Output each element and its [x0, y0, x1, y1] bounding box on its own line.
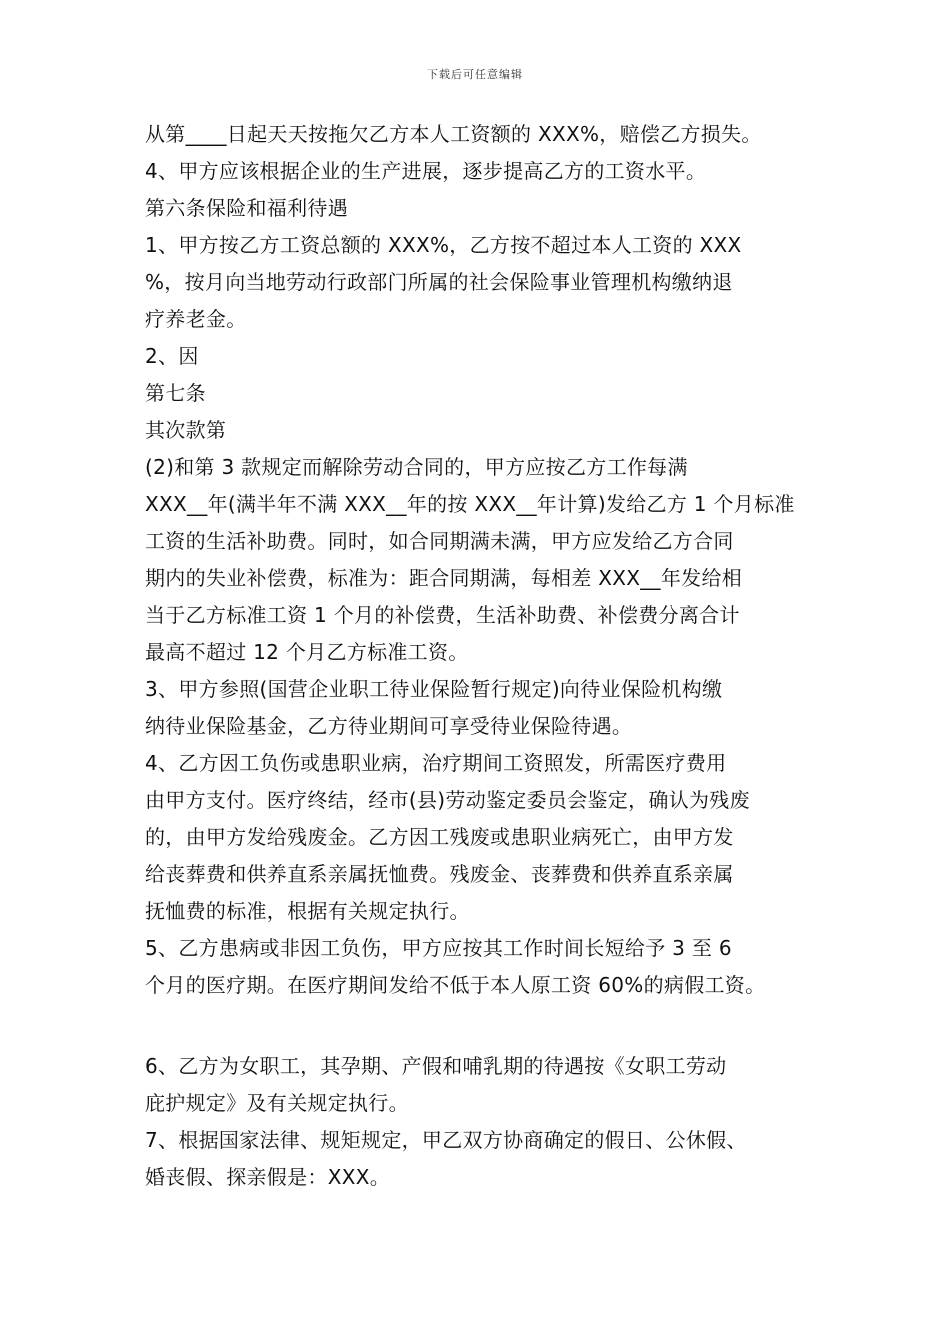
paragraph-line: 婚丧假、探亲假是：XXX。	[145, 1165, 391, 1189]
paragraph-line: 1、甲方按乙方工资总额的 XXX%，乙方按不超过本人工资的 XXX	[145, 233, 742, 257]
section-heading: 第七条	[145, 381, 206, 405]
page-header: 下载后可任意编辑	[427, 68, 523, 81]
paragraph-line: 的，由甲方发给残废金。乙方因工残废或患职业病死亡，由甲方发	[145, 825, 734, 849]
paragraph-line: 疗养老金。	[145, 307, 247, 331]
paragraph-line: 纳待业保险基金，乙方待业期间可享受待业保险待遇。	[145, 714, 633, 738]
paragraph-line: (2)和第 3 款规定而解除劳动合同的，甲方应按乙方工作每满	[145, 455, 688, 479]
paragraph-line: 2、因	[145, 344, 199, 368]
paragraph-line: 期内的失业补偿费，标准为：距合同期满，每相差 XXX__年发给相	[145, 566, 743, 590]
paragraph-line: 给丧葬费和供养直系亲属抚恤费。残废金、丧葬费和供养直系亲属	[145, 862, 734, 886]
paragraph-line: 由甲方支付。医疗终结，经市(县)劳动鉴定委员会鉴定，确认为残废	[145, 788, 750, 812]
paragraph-line: 其次款第	[145, 418, 227, 442]
paragraph-line: 6、乙方为女职工，其孕期、产假和哺乳期的待遇按《女职工劳动	[145, 1054, 727, 1078]
paragraph-line: 工资的生活补助费。同时，如合同期满未满，甲方应发给乙方合同	[145, 529, 734, 553]
document-body	[145, 116, 825, 1196]
paragraph-line: 7、根据国家法律、规矩规定，甲乙双方协商确定的假日、公休假、	[145, 1128, 747, 1152]
paragraph-line: 4、乙方因工负伤或患职业病，治疗期间工资照发，所需医疗费用	[145, 751, 727, 775]
paragraph-line: 5、乙方患病或非因工负伤，甲方应按其工作时间长短给予 3 至 6	[145, 936, 732, 960]
paragraph-gap	[145, 1004, 825, 1048]
section-heading: 第六条保险和福利待遇	[145, 196, 348, 220]
paragraph-line: 3、甲方参照(国营企业职工待业保险暂行规定)向待业保险机构缴	[145, 677, 723, 701]
paragraph-line: 4、甲方应该根据企业的生产进展，逐步提高乙方的工资水平。	[145, 159, 707, 183]
paragraph-line: 当于乙方标准工资 1 个月的补偿费，生活补助费、补偿费分离合计	[145, 603, 740, 627]
paragraph-line: XXX__年(满半年不满 XXX__年的按 XXX__年计算)发给乙方 1 个月标准	[145, 492, 795, 516]
paragraph-line: 从第____日起天天按拖欠乙方本人工资额的 XXX%，赔偿乙方损失。	[145, 122, 762, 146]
paragraph-line: 抚恤费的标准，根据有关规定执行。	[145, 899, 470, 923]
paragraph-line: 庇护规定》及有关规定执行。	[145, 1091, 409, 1115]
paragraph-line: 最高不超过 12 个月乙方标准工资。	[145, 640, 469, 664]
paragraph-line: 个月的医疗期。在医疗期间发给不低于本人原工资 60%的病假工资。	[145, 973, 766, 997]
paragraph-line: %，按月向当地劳动行政部门所属的社会保险事业管理机构缴纳退	[145, 270, 733, 294]
